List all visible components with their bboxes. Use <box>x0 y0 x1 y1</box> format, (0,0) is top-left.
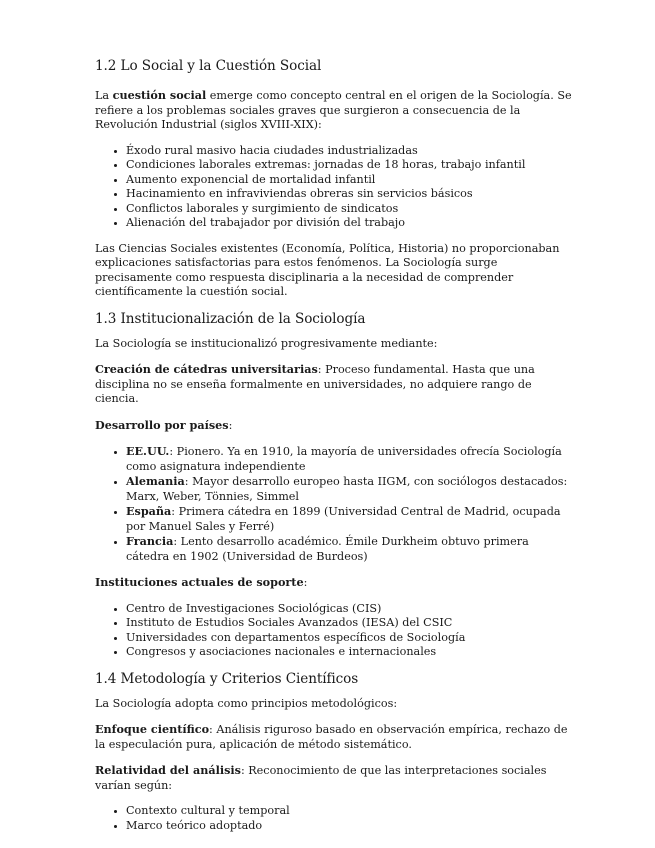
text-run: : <box>303 576 308 589</box>
bold-term: Relatividad del análisis <box>95 763 241 777</box>
section-heading: 1.4 Metodología y Criterios Científicos <box>95 670 359 687</box>
list-item: • Aumento exponencial de mortalidad infantil <box>126 173 575 188</box>
bullet-list <box>95 804 575 833</box>
bullet-list <box>95 602 575 660</box>
bold-term: cuestión social <box>112 88 207 102</box>
bullet-list <box>95 144 575 231</box>
text-run: : Reconocimiento de que las interpretaciones sociales varían según: <box>95 764 547 792</box>
text-run: emerge como concepto central en el origen de la Sociología. Se refiere a los problemas sociales graves que surgieron a consecuencia de la Revolución Industrial (siglos XVIII-XIX): <box>95 89 572 131</box>
list-item: • Éxodo rural masivo hacia ciudades industrializadas <box>126 144 575 159</box>
paragraph <box>95 763 575 793</box>
text-run: : Mayor desarrollo europeo hasta IIGM, con sociólogos destacados: Marx, Weber, Tönnies, Simmel <box>126 475 568 503</box>
bold-term: Desarrollo por países <box>95 417 229 432</box>
list-item <box>126 504 575 534</box>
list-item: • Instituto de Estudios Sociales Avanzados (IESA) del CSIC <box>126 616 575 631</box>
paragraph <box>95 362 575 407</box>
bold-term: Creación de cátedras universitarias <box>95 362 318 376</box>
bullet-list <box>95 444 575 564</box>
list-item: • Contexto cultural y temporal <box>126 804 575 819</box>
bold-term: España <box>126 504 172 518</box>
section-heading: 1.3 Institucionalización de la Sociología <box>95 310 366 327</box>
paragraph <box>95 575 575 591</box>
bold-term: Enfoque científico <box>95 722 210 736</box>
paragraph: La Sociología adopta como principios metodológicos: <box>95 696 398 710</box>
list-item: • Universidades con departamentos específicos de Sociología <box>126 631 575 646</box>
bold-term: EE.UU. <box>126 444 170 458</box>
bold-term: Francia <box>126 534 174 548</box>
list-item: • Conflictos laborales y surgimiento de sindicatos <box>126 202 575 217</box>
list-item <box>126 474 575 504</box>
text-run: : Primera cátedra en 1899 (Universidad Central de Madrid, ocupada por Manuel Sales y Ferré) <box>126 505 561 533</box>
text-run: : Proceso fundamental. Hasta que una disciplina no se enseña formalmente en universidades, no adquiere rango de ciencia. <box>95 363 535 405</box>
text-run: La <box>95 89 113 102</box>
section-heading: 1.2 Lo Social y la Cuestión Social <box>95 58 322 74</box>
list-item: • Alienación del trabajador por división del trabajo <box>126 216 575 231</box>
text-run: : Lento desarrollo académico. Émile Durkheim obtuvo primera cátedra en 1902 (Universidad de Burdeos) <box>126 535 529 563</box>
list-item <box>126 444 575 474</box>
bold-term: Alemania <box>126 474 185 488</box>
paragraph: La Sociología se institucionalizó progresivamente mediante: <box>95 336 438 350</box>
list-item: • Hacinamiento en infraviviendas obreras sin servicios básicos <box>126 187 575 202</box>
list-item: • Congresos y asociaciones nacionales e internacionales <box>126 645 575 660</box>
text-run: : Pionero. Ya en 1910, la mayoría de universidades ofrecía Sociología como asignatura independiente <box>126 445 562 473</box>
list-item: • Condiciones laborales extremas: jornadas de 18 horas, trabajo infantil <box>126 158 575 173</box>
paragraph <box>95 88 575 133</box>
paragraph <box>95 722 575 752</box>
paragraph: Las Ciencias Sociales existentes (Economía, Política, Historia) no proporcionaban explicaciones satisfactorias para estos fenómenos. La Sociología surge precisamente como respuesta disciplinaria a la necesidad de comprender científicamente la cuestión social. <box>95 241 560 298</box>
bold-term: Instituciones actuales de soporte <box>95 575 304 589</box>
text-run: : <box>228 418 233 432</box>
list-item <box>126 534 575 564</box>
text-run: : Análisis riguroso basado en observación empírica, rechazo de la especulación pura, aplicación de método sistemático. <box>95 723 568 751</box>
paragraph <box>95 418 575 434</box>
list-item: • Marco teórico adoptado <box>126 819 575 834</box>
list-item: • Centro de Investigaciones Sociológicas (CIS) <box>126 602 575 617</box>
